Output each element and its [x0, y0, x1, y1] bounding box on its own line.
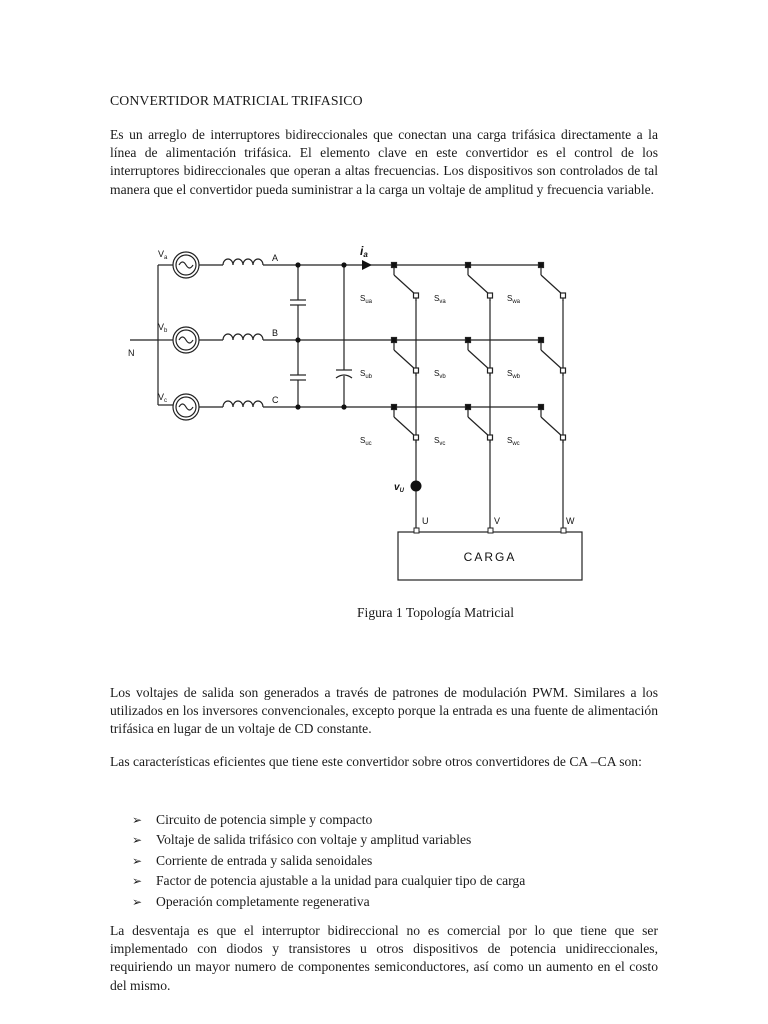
label-switch-suc: $S_{uc}$	[360, 436, 372, 447]
features-list	[132, 810, 525, 912]
label-source-b: $V_b$	[158, 322, 168, 334]
label-switch-sub: $S_{ub}$	[360, 369, 373, 380]
bullet-arrow-icon: ➢	[132, 894, 143, 909]
figure-caption: Figura 1 Topología Matricial	[357, 605, 514, 620]
list-item	[132, 810, 525, 830]
features-intro-paragraph: Las características eficientes que tiene este convertidor sobre otros convertidores de CA –CA son:	[110, 754, 642, 769]
document-title: CONVERTIDOR MATRICIAL TRIFASICO	[110, 93, 363, 108]
switch-sva	[466, 263, 493, 302]
switch-suc	[392, 405, 419, 444]
switch-svb	[466, 338, 493, 377]
bullet-arrow-icon: ➢	[132, 813, 143, 827]
label-switch-svb: $S_{vb}$	[434, 369, 446, 380]
list-item	[132, 830, 525, 850]
switch-sua	[392, 263, 419, 302]
switch-svc	[466, 405, 493, 444]
label-output-w: W	[566, 516, 575, 526]
label-output-u: U	[422, 516, 429, 526]
label-node-b: B	[272, 328, 279, 338]
label-output-v: V	[494, 516, 501, 526]
list-item-text: Factor de potencia ajustable a la unidad para cualquier tipo de carga	[156, 873, 526, 889]
label-switch-sua: $S_{ua}$	[360, 294, 373, 305]
label-current-ia: ia	[360, 244, 368, 259]
matrix-converter-diagram	[118, 240, 598, 590]
label-switch-svc: $S_{vc}$	[434, 436, 446, 447]
list-item-text: Operación completamente regenerativa	[156, 893, 370, 909]
switch-swb	[539, 338, 566, 377]
list-item-text: Corriente de entrada y salida senoidales	[156, 852, 373, 868]
switch-swa	[539, 263, 566, 302]
label-source-a: $V_a$	[158, 249, 168, 261]
bullet-arrow-icon: ➢	[132, 833, 143, 848]
label-load: CARGA	[463, 550, 517, 564]
disadvantage-paragraph: La desventaja es que el interruptor bidireccional no es comercial por lo que tiene que ser implementado con diodos y transistores u otros dispositivos de potencia unidireccionales, requiriendo un mayor numero de componentes semiconductores, así como un aumento en el costo del mismo.	[110, 923, 658, 993]
pwm-paragraph: Los voltajes de salida son generados a través de patrones de modulación PWM. Similares a los utilizados en los inversores convencionales, excepto porque la entrada es una fuente de alimentación trifásica en lugar de un voltaje de CD constante.	[110, 685, 658, 737]
list-item	[132, 871, 525, 891]
intro-paragraph: Es un arreglo de interruptores bidireccionales que conectan una carga trifásica directamente a la línea de alimentación trifásica. El elemento clave en este convertidor es el control de los interruptores bidireccionales que operan a altas frecuencias. Los dispositivos son controlados de tal manera que el convertidor pueda suministrar a la carga un voltaje de amplitud y frecuencia variable.	[110, 127, 658, 197]
label-output-voltage: $v_U$	[394, 482, 404, 494]
label-neutral: N	[128, 348, 135, 358]
label-source-c: $V_c$	[158, 392, 168, 404]
label-node-c: C	[272, 395, 279, 405]
list-item-text: Circuito de potencia simple y compacto	[156, 812, 373, 827]
switch-swc	[539, 405, 566, 444]
label-node-a: A	[272, 253, 279, 263]
label-switch-swc: $S_{wc}$	[507, 436, 520, 447]
label-switch-swb: $S_{wb}$	[507, 369, 521, 380]
list-item	[132, 851, 525, 871]
bullet-arrow-icon: ➢	[132, 853, 143, 868]
label-switch-sva: $S_{va}$	[434, 294, 446, 305]
switch-sub	[392, 338, 419, 377]
list-item	[132, 892, 525, 912]
bullet-arrow-icon: ➢	[132, 874, 143, 889]
list-item-text: Voltaje de salida trifásico con voltaje y amplitud variables	[156, 832, 472, 848]
label-switch-swa: $S_{wa}$	[507, 294, 521, 305]
